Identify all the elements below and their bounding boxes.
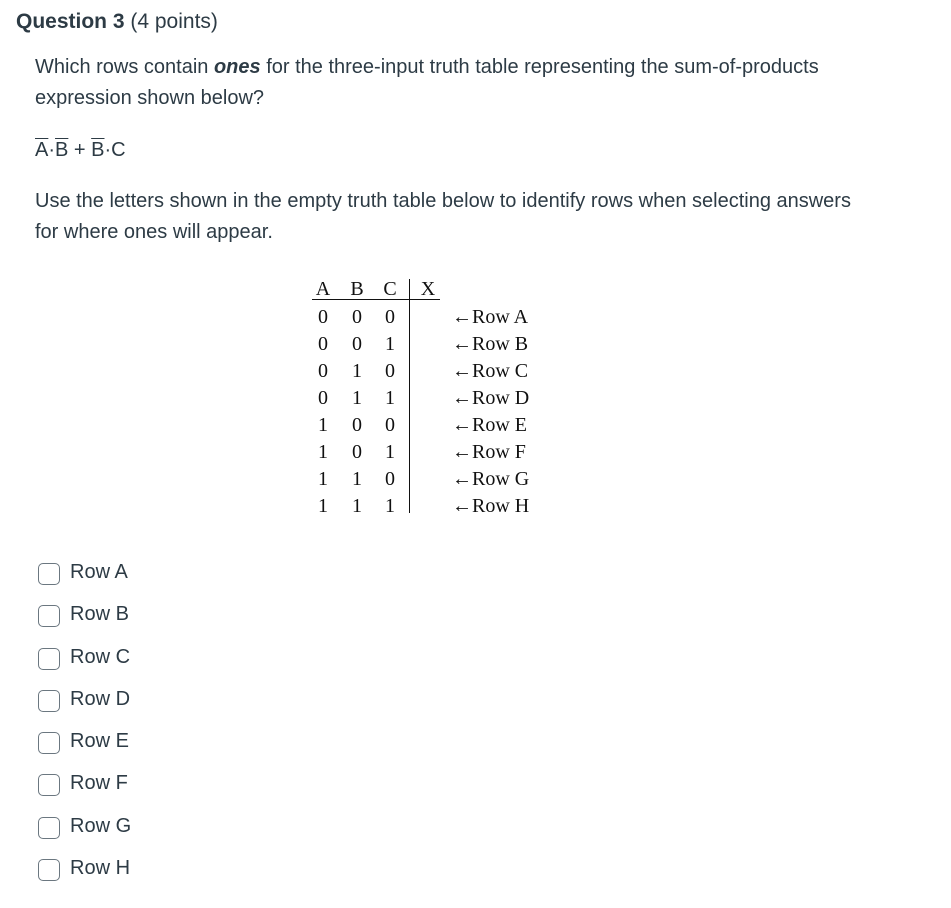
table-cell-a: 0: [318, 387, 328, 409]
table-cell-c: 0: [385, 360, 395, 382]
table-row-label: ←Row G: [452, 468, 530, 490]
question-prompt: [35, 52, 855, 114]
checkbox[interactable]: [38, 648, 60, 670]
table-cell-c: 0: [385, 414, 395, 436]
table-header-a: A: [315, 278, 331, 300]
table-cell-c: 0: [385, 306, 395, 328]
table-row-label: ←Row B: [452, 333, 529, 355]
table-row-label: ←Row H: [452, 495, 530, 517]
table-header-b: B: [350, 278, 364, 300]
term2-dot: ·: [104, 139, 112, 161]
question-points: (4 points): [124, 10, 218, 33]
table-cell-a: 1: [318, 441, 328, 463]
term1-dot: ·: [48, 139, 56, 161]
question-header: [16, 10, 218, 34]
table-header-x: X: [420, 278, 436, 300]
prompt-text-1: Which rows contain: [35, 56, 214, 78]
checkbox[interactable]: [38, 859, 60, 881]
checkbox[interactable]: [38, 774, 60, 796]
table-cell-b: 1: [352, 360, 362, 382]
table-row-label: ←Row F: [452, 441, 526, 463]
prompt-emphasis: ones: [213, 56, 261, 78]
option-row-c[interactable]: [38, 642, 131, 684]
option-row-a[interactable]: [38, 557, 131, 599]
term1-a-bar: $\overline{A}$: [35, 139, 49, 161]
table-cell-b: 1: [352, 387, 362, 409]
checkbox[interactable]: [38, 817, 60, 839]
table-row-label: ←Row E: [452, 414, 527, 436]
table-cell-c: 1: [385, 387, 395, 409]
option-row-g[interactable]: [38, 811, 131, 853]
option-label: Row B: [70, 603, 129, 626]
table-cell-b: 0: [352, 441, 362, 463]
option-label: Row D: [70, 687, 131, 710]
prompt-text-2: for the three-input truth table representing the sum-of-products expression shown below?: [35, 56, 819, 109]
table-cell-b: 1: [352, 468, 362, 490]
table-row-label: ←Row C: [452, 360, 529, 382]
table-cell-a: 0: [318, 333, 328, 355]
checkbox[interactable]: [38, 690, 60, 712]
table-cell-b: 1: [352, 495, 362, 517]
term2-b-bar: $\overline{B}$: [91, 139, 105, 161]
option-label: Row F: [70, 772, 128, 795]
term2-c: C: [111, 139, 126, 161]
table-row-label: ←Row D: [452, 387, 530, 409]
table-cell-c: 1: [385, 333, 395, 355]
table-cell-a: 1: [318, 468, 328, 490]
option-label: Row G: [70, 814, 132, 837]
truth-table-image: [310, 276, 560, 526]
option-row-d[interactable]: [38, 684, 131, 726]
option-label: Row H: [70, 857, 131, 880]
table-cell-a: 1: [318, 495, 328, 517]
option-row-h[interactable]: [38, 853, 131, 895]
option-label: Row C: [70, 645, 131, 668]
option-row-b[interactable]: [38, 599, 131, 641]
plus-operator: +: [68, 139, 92, 161]
table-cell-a: 0: [318, 360, 328, 382]
term1-b-bar: $\overline{B}$: [55, 139, 69, 161]
table-cell-c: 0: [385, 468, 395, 490]
checkbox[interactable]: [38, 732, 60, 754]
table-cell-b: 0: [352, 333, 362, 355]
instructions-text: Use the letters shown in the empty truth table below to identify rows when selecting answers for where ones will appear.: [35, 190, 851, 243]
table-header-c: C: [383, 278, 397, 300]
option-row-f[interactable]: [38, 768, 131, 810]
table-cell-a: 0: [318, 306, 328, 328]
table-cell-a: 1: [318, 414, 328, 436]
option-label: Row E: [70, 730, 129, 753]
checkbox[interactable]: [38, 563, 60, 585]
option-row-e[interactable]: [38, 726, 131, 768]
sop-expression: [35, 136, 126, 164]
option-label: Row A: [70, 561, 128, 583]
table-cell-c: 1: [385, 495, 395, 517]
answer-options: [38, 557, 131, 895]
table-cell-c: 1: [385, 441, 395, 463]
table-output-divider: [409, 279, 410, 513]
table-row-label: ←Row A: [452, 306, 529, 328]
table-cell-b: 0: [352, 306, 362, 328]
checkbox[interactable]: [38, 605, 60, 627]
table-cell-b: 0: [352, 414, 362, 436]
question-title: Question 3: [16, 10, 125, 33]
